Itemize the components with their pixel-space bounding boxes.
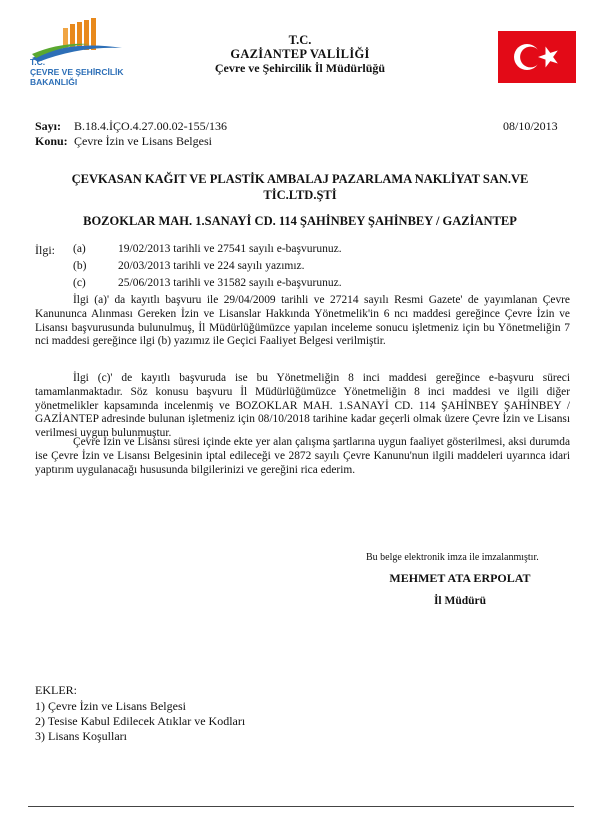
ilgi-item bbox=[73, 277, 342, 289]
konu-label: Konu: bbox=[35, 134, 68, 148]
recipient-address: BOZOKLAR MAH. 1.SANAYİ CD. 114 ŞAHİNBEY ŞAHİNBEY / GAZİANTEP bbox=[83, 214, 517, 228]
ilgi-key: (b) bbox=[73, 260, 87, 272]
logo-line-3: BAKANLIĞI bbox=[30, 77, 78, 87]
recipient-company: ÇEVKASAN KAĞIT VE PLASTİK AMBALAJ PAZARLAMA NAKLİYAT SAN.VE TİC.LTD.ŞTİ bbox=[71, 172, 529, 202]
attachment-item: 2) Tesise Kabul Edilecek Atıklar ve Kodları bbox=[35, 714, 246, 728]
header-governorship: GAZİANTEP VALİLİĞİ bbox=[230, 47, 370, 61]
turkish-flag-icon bbox=[498, 31, 576, 83]
reference-number bbox=[35, 119, 227, 134]
ilgi-text: 25/06/2013 tarihli ve 31582 sayılı e-başvurunuz. bbox=[118, 277, 342, 289]
document-date: 08/10/2013 bbox=[503, 119, 558, 133]
sayi-label: Sayı: bbox=[35, 119, 62, 133]
ilgi-key: (a) bbox=[73, 243, 86, 255]
header-tc: T.C. bbox=[288, 33, 312, 47]
header-directorate: Çevre ve Şehircilik İl Müdürlüğü bbox=[214, 61, 386, 75]
ilgi-item bbox=[73, 243, 342, 255]
signer-title: İl Müdürü bbox=[433, 595, 487, 607]
e-signature-note: Bu belge elektronik imza ile imzalanmıştır. bbox=[366, 552, 539, 563]
ilgi-label: İlgi: bbox=[35, 243, 55, 257]
logo-line-2: ÇEVRE VE ŞEHİRCİLİK bbox=[30, 67, 124, 77]
ilgi-item bbox=[73, 260, 305, 272]
subject bbox=[35, 134, 212, 149]
body-paragraph-3: Çevre İzin ve Lisansı süresi içinde ekte yer alan çalışma şartlarına uygun faaliyet gösterilmesi, aksi durumda ise Çevre İzin ve Lisansı Belgesinin iptal edileceği ve 2872 sayılı Çevre Kanunu'nun ilgili maddeleri uyarınca idari yaptırım uygulanacağı hususunda bilgilerinizi ve gereğini rica ederim. bbox=[35, 436, 570, 476]
ilgi-text: 19/02/2013 tarihli ve 27541 sayılı e-başvurunuz. bbox=[118, 243, 342, 255]
sayi-value: B.18.4.İÇO.4.27.00.02-155/136 bbox=[74, 119, 227, 133]
ilgi-key: (c) bbox=[73, 277, 86, 289]
footer-divider bbox=[28, 806, 574, 807]
logo-caption bbox=[30, 57, 124, 87]
attachment-item: 3) Lisans Koşulları bbox=[35, 729, 127, 743]
logo-line-1: T.C. bbox=[30, 57, 46, 67]
ilgi-text: 20/03/2013 tarihli ve 224 sayılı yazımız. bbox=[118, 260, 305, 272]
body-paragraph-2: İlgi (c)' de kayıtlı başvuruda ise bu Yönetmeliğin 8 inci maddesi gereğince e-başvuru süreci tamamlanmaktadır. Söz konusu başvuru İl Müdürlüğümüzce Yönetmeliğin 8 inci maddesi ve ilgili diğer yönetmelikler kapsamında incelenmiş ve BOZOKLAR MAH. 1.SANAYİ CD. 114 ŞAHİNBEY ŞAHİNBEY / GAZİANTEP adresinde bulunan işletmeniz için 08/10/2018 tarihine kadar geçerli olmak üzere Çevre İzin ve Lisansı verilmesi uygun bulunmuştur. bbox=[35, 372, 570, 440]
konu-value: Çevre İzin ve Lisans Belgesi bbox=[74, 134, 212, 148]
attachment-item: 1) Çevre İzin ve Lisans Belgesi bbox=[35, 699, 186, 713]
attachments-label: EKLER: bbox=[35, 683, 77, 697]
body-paragraph-1: İlgi (a)' da kayıtlı başvuru ile 29/04/2009 tarihli ve 27214 sayılı Resmi Gazete' de yayımlanan Çevre Kanununca Alınması Gereken İzin ve Lisanslar Hakkında Yönetmelik'in 6 ncı maddesi gereğince Çevre İzin ve Lisansı başvurusunda bulunulmuş, İl Müdürlüğümüzce yapılan inceleme sonucu işletmeniz için bu Yönetmeliğin 7 nci maddesi gereğince ilgi (b) yazımız ile Geçici Faaliyet Belgesi verilmiştir. bbox=[35, 294, 570, 348]
signer-name: MEHMET ATA ERPOLAT bbox=[389, 571, 531, 585]
